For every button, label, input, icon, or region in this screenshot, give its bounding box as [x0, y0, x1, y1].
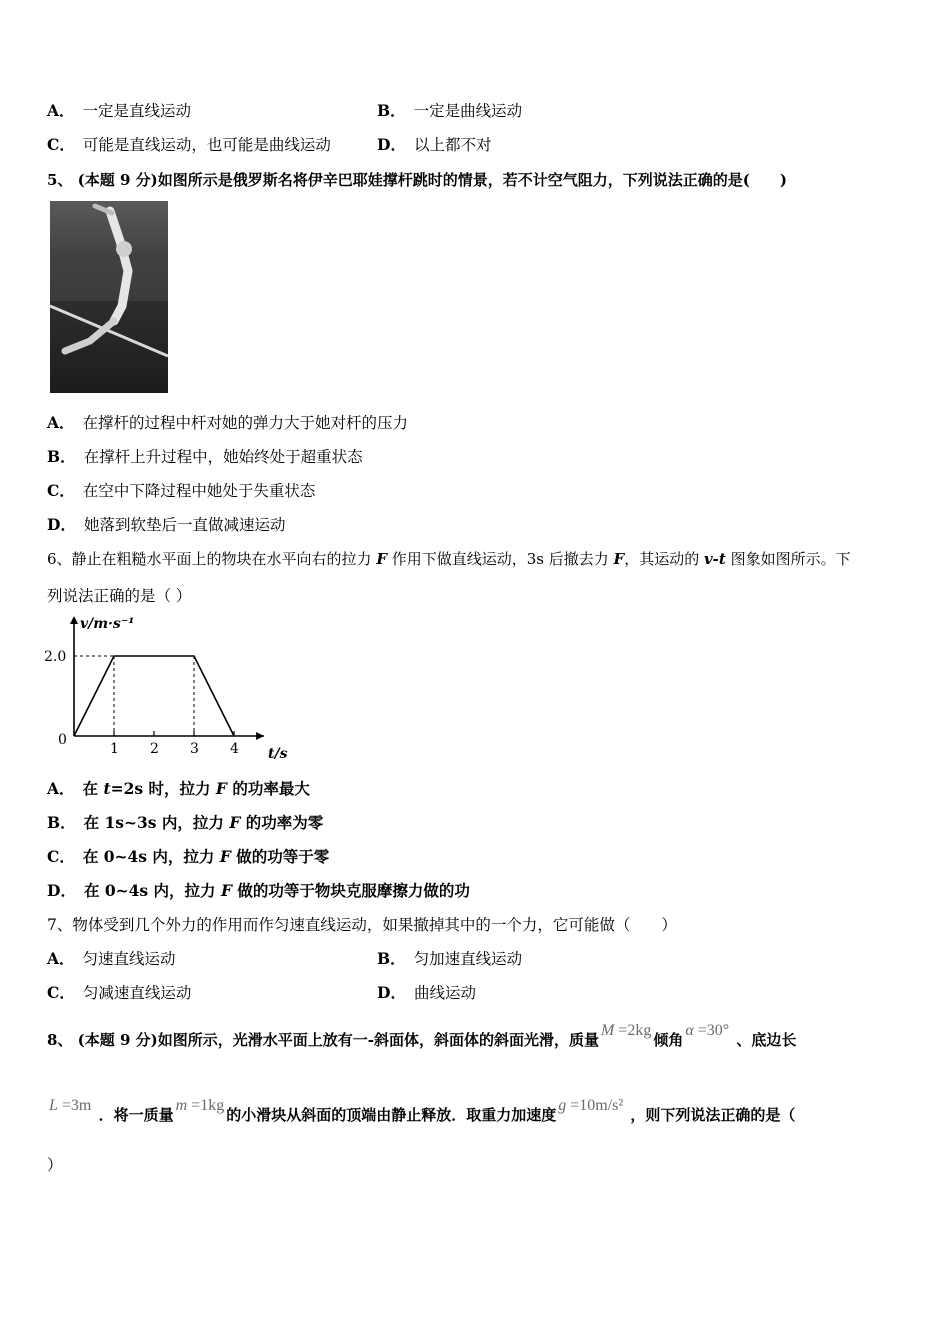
y-tick-label-2.0: 2.0	[44, 649, 67, 665]
velocity-series-line	[74, 656, 234, 736]
q5-option-a	[47, 412, 408, 434]
q4-option-a	[47, 100, 191, 122]
formula-variable: L	[49, 1097, 58, 1114]
vt-graph	[42, 612, 302, 762]
option-letter: B．	[47, 813, 76, 832]
y-axis-label: v/m·s⁻¹	[80, 616, 135, 632]
force-symbol: F	[613, 550, 625, 568]
option-letter: A．	[47, 101, 75, 120]
option-letter: C．	[47, 481, 75, 500]
q7-option-d	[377, 982, 476, 1004]
x-axis-label: t/s	[268, 746, 288, 762]
force-symbol: F	[376, 550, 387, 568]
q7-option-b	[377, 948, 522, 970]
option-text: 在撑杆上升过程中，她始终处于超重状态	[83, 448, 363, 466]
q6-option-c	[47, 846, 329, 868]
q4-option-b	[377, 100, 522, 122]
q6-option-d	[47, 880, 470, 902]
option-text: 的功率为零	[240, 813, 324, 832]
q8-stem-text: 8、 (本题 9 分)如图所示，光滑水平面上放有一-斜面体，斜面体的斜面光滑，质量	[47, 1031, 599, 1049]
angle-formula	[685, 1020, 729, 1042]
q8-stem-text: 倾角	[653, 1031, 684, 1049]
formula-variable: m	[175, 1097, 188, 1114]
q6-stem-text: 6、静止在粗糙水平面上的物块在水平向右的拉力	[47, 550, 377, 568]
q5-stem: 5、 (本题 9 分)如图所示是俄罗斯名将伊辛巴耶娃撑杆跳时的情景，若不计空气阻力，下列说法正确的是( )	[47, 171, 787, 189]
option-letter: A．	[47, 413, 75, 432]
option-letter: D．	[377, 983, 406, 1002]
q8-stem-line2	[47, 1097, 796, 1127]
option-text: 做的功等于零	[230, 847, 330, 866]
q4-option-d	[377, 134, 491, 156]
option-text: 以上都不对	[413, 136, 492, 154]
option-text: 的功率最大	[226, 779, 310, 798]
x-tick-label-2: 2	[150, 741, 159, 757]
x-tick-label-4: 4	[230, 741, 239, 757]
q6-stem-text: 图象如图所示。下	[725, 550, 851, 568]
x-tick-label-1: 1	[110, 741, 119, 757]
q8-stem-line1	[47, 1022, 797, 1052]
option-text: 匀速直线运动	[82, 950, 176, 968]
q6-option-b	[47, 812, 323, 834]
option-letter: C．	[47, 847, 75, 866]
option-letter: C．	[47, 983, 75, 1002]
pole-vault-photo	[50, 201, 168, 393]
mass-formula	[601, 1020, 651, 1042]
q8-stem-text: ，则下列说法正确的是（	[625, 1106, 796, 1124]
option-text: =2s 时，拉力	[110, 779, 216, 798]
option-text: 在 0~4s 内，拉力	[83, 881, 221, 900]
option-text: 一定是曲线运动	[413, 102, 523, 120]
formula-value: =3m	[57, 1097, 92, 1114]
force-symbol: F	[215, 779, 227, 798]
option-text: 一定是直线运动	[82, 102, 192, 120]
option-text: 她落到软垫后一直做减速运动	[83, 516, 286, 534]
formula-variable: α	[685, 1022, 694, 1039]
option-letter: D．	[47, 515, 76, 534]
q8-stem-text: 的小滑块从斜面的顶端由静止释放．取重力加速度	[226, 1106, 557, 1124]
option-letter: B．	[377, 101, 406, 120]
origin-label: 0	[58, 732, 67, 748]
q6-stem-line1	[47, 548, 851, 570]
x-tick-label-3: 3	[190, 741, 199, 757]
formula-variable: M	[600, 1022, 615, 1039]
option-text: 在	[82, 779, 104, 798]
option-letter: B．	[47, 447, 76, 466]
force-symbol: F	[219, 847, 231, 866]
q6-stem-text: 作用下做直线运动，3s 后撤去力	[386, 550, 614, 568]
q8-stem-line3: ）	[47, 1156, 63, 1174]
vt-symbol: v-t	[703, 550, 726, 568]
option-text: 在空中下降过程中她处于失重状态	[82, 482, 316, 500]
formula-value: =10m/s²	[566, 1097, 624, 1114]
pole-vault-illustration	[50, 201, 168, 393]
y-axis-arrow	[70, 616, 78, 624]
q5-option-d	[47, 514, 285, 536]
q4-option-c	[47, 134, 331, 156]
option-text: 可能是直线运动，也可能是曲线运动	[82, 136, 331, 154]
option-letter: A．	[47, 779, 75, 798]
q6-stem-text: ，其运动的	[624, 550, 704, 568]
formula-value: =1kg	[187, 1097, 225, 1114]
formula-variable: g	[558, 1097, 567, 1114]
force-symbol: F	[220, 881, 232, 900]
option-text: 匀加速直线运动	[413, 950, 523, 968]
option-text: 曲线运动	[413, 984, 476, 1002]
option-letter: C．	[47, 135, 75, 154]
q6-option-a	[47, 778, 310, 800]
q6-stem-line2: 列说法正确的是（ ）	[47, 587, 192, 605]
q8-stem-text: ．将一质量	[93, 1106, 174, 1124]
q8-stem-text: 、底边长	[731, 1031, 797, 1049]
time-symbol: t	[103, 779, 111, 798]
x-axis-arrow	[256, 732, 264, 740]
option-letter: A．	[47, 949, 75, 968]
option-text: 匀减速直线运动	[82, 984, 192, 1002]
formula-value: =30°	[693, 1022, 730, 1039]
option-text: 在 1s~3s 内，拉力	[83, 813, 230, 832]
small-mass-formula	[176, 1095, 225, 1117]
q7-option-a	[47, 948, 176, 970]
force-symbol: F	[229, 813, 241, 832]
q5-option-b	[47, 446, 363, 468]
gravity-formula	[558, 1095, 623, 1117]
formula-value: =2kg	[614, 1022, 652, 1039]
option-letter: D．	[47, 881, 76, 900]
option-letter: B．	[377, 949, 406, 968]
q5-option-c	[47, 480, 315, 502]
option-text: 在 0~4s 内，拉力	[82, 847, 220, 866]
q7-stem: 7、物体受到几个外力的作用而作匀速直线运动，如果撤掉其中的一个力，它可能做（ ）	[47, 916, 677, 934]
q7-option-c	[47, 982, 191, 1004]
option-text: 在撑杆的过程中杆对她的弹力大于她对杆的压力	[82, 414, 409, 432]
length-formula	[49, 1095, 91, 1117]
option-text: 做的功等于物块克服摩擦力做的功	[231, 881, 470, 900]
option-letter: D．	[377, 135, 406, 154]
